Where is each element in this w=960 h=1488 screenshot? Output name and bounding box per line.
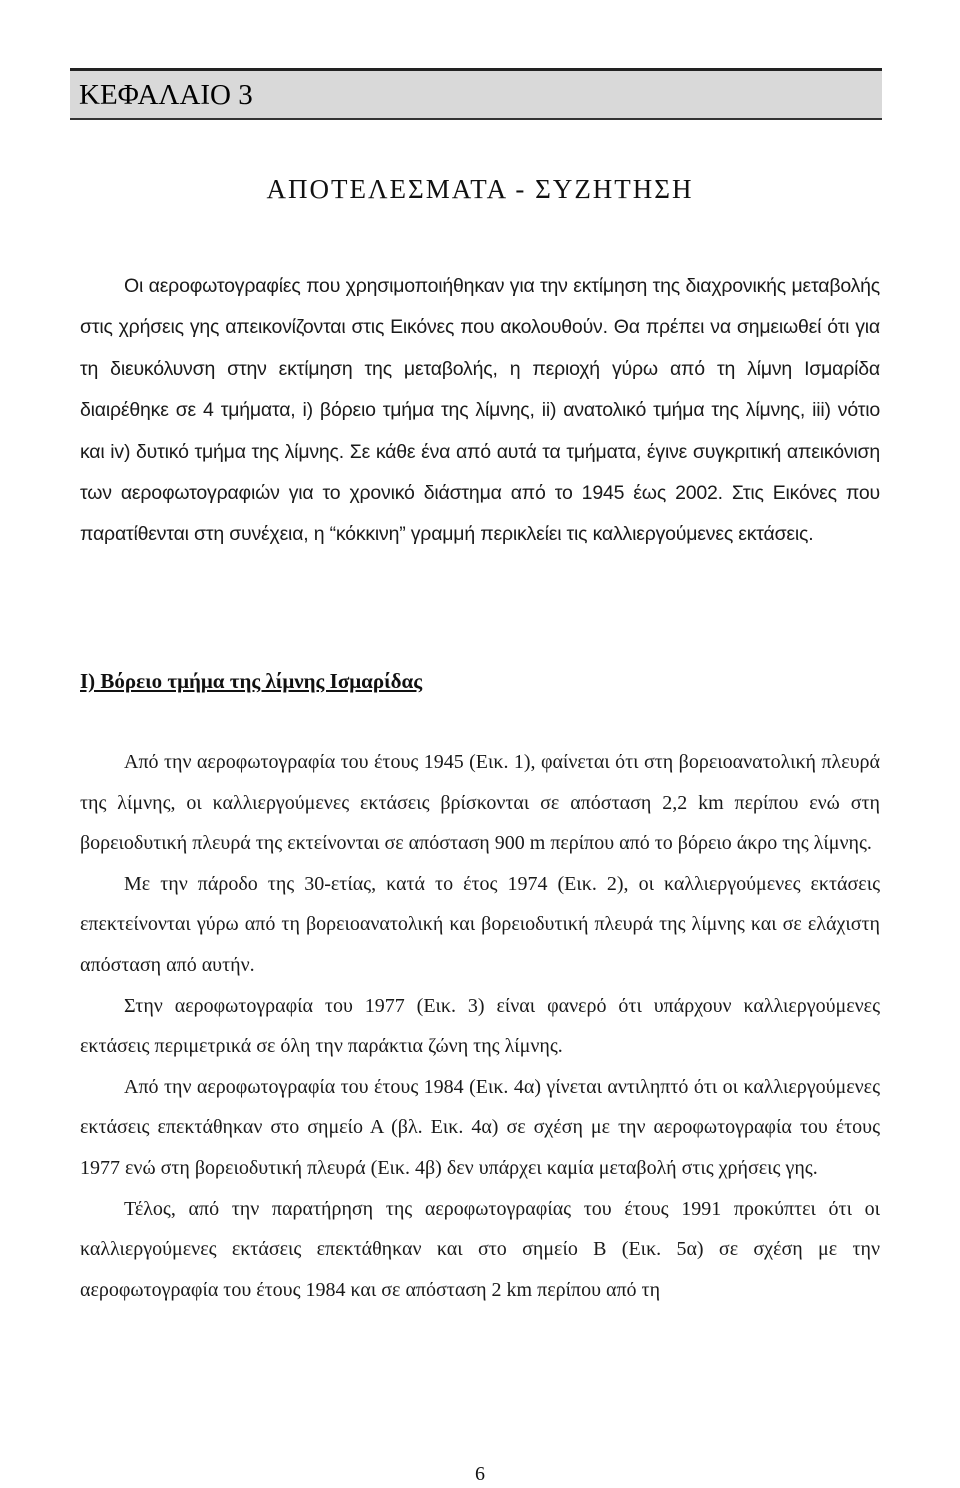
intro-paragraph: Οι αεροφωτογραφίες που χρησιμοποιήθηκαν για την εκτίμηση της διαχρονικής μεταβολής στις χρήσεις γης απεικονίζονται στις Εικόνες που ακολουθούν. Θα πρέπει να σημειωθεί ότι για τη διευκόλυνση στην εκτίμηση της μεταβολής, η περιοχή γύρω από τη λίμνη Ισμαρίδα διαιρέθηκε σε 4 τμήματα, i) βόρειο τμήμα της λίμνης, ii) ανατολικό τμήμα της λίμνης, iii) νότιο και iv) δυτικό τμήμα της λίμνης. Σε κάθε ένα από αυτά τα τμήματα, έγινε συγκριτική απεικόνιση των αεροφωτογραφιών για το χρονικό διάστημα από το 1945 έως 2002. Στις Εικόνες που παρατίθενται στη συνέχεια, η “κόκκινη” γραμμή περικλείει τις καλλιεργούμενες εκτάσεις. (80, 275, 880, 546)
section-title: ΑΠΟΤΕΛΕΣΜΑΤΑ - ΣΥΖΗΤΗΣΗ (266, 174, 694, 204)
body-paragraph-1: Από την αεροφωτογραφία του έτους 1945 (Εικ. 1), φαίνεται ότι στη βορειοανατολική πλευρά της λίμνης, οι καλλιεργούμενες εκτάσεις βρίσκονται σε απόσταση 2,2 km περίπου ενώ στη βορειοδυτική πλευρά της εκτείνονται σε απόσταση 900 m περίπου από το βόρειο άκρο της λίμνης. (80, 751, 880, 855)
chapter-title: ΚΕΦΑΛΑΙΟ 3 (79, 79, 253, 111)
body-text (80, 742, 880, 1310)
subsection-heading: I) Βόρειο τμήμα της λίμνης Ισμαρίδας (80, 669, 423, 693)
body-paragraph-3: Στην αεροφωτογραφία του 1977 (Εικ. 3) είναι φανερό ότι υπάρχουν καλλιεργούμενες εκτάσεις περιμετρικά σε όλη την παράκτια ζώνη της λίμνης. (80, 994, 880, 1058)
body-paragraph-2: Με την πάροδο της 30-ετίας, κατά το έτος 1974 (Εικ. 2), οι καλλιεργούμενες εκτάσεις επεκτείνονται γύρω από τη βορειοανατολική και βορειοδυτική πλευρά της λίμνης και σε ελάχιστη απόσταση από αυτήν. (80, 872, 880, 976)
body-paragraph-4: Από την αεροφωτογραφία του έτους 1984 (Εικ. 4α) γίνεται αντιληπτό ότι οι καλλιεργούμενες εκτάσεις επεκτάθηκαν στο σημείο Α (βλ. Εικ. 4α) σε σχέση με την αεροφωτογραφία του έτους 1977 ενώ στη βορειοδυτική πλευρά (Εικ. 4β) δεν υπάρχει καμία μεταβολή στις χρήσεις γης. (80, 1075, 880, 1179)
chapter-header-bar (70, 68, 882, 120)
page-number: 6 (475, 1463, 485, 1485)
body-paragraph-5: Τέλος, από την παρατήρηση της αεροφωτογραφίας του έτους 1991 προκύπτει ότι οι καλλιεργούμενες εκτάσεις επεκτάθηκαν και στο σημείο Β (Εικ. 5α) σε σχέση με την αεροφωτογραφία του έτους 1984 και σε απόσταση 2 km περίπου από τη (80, 1197, 880, 1301)
